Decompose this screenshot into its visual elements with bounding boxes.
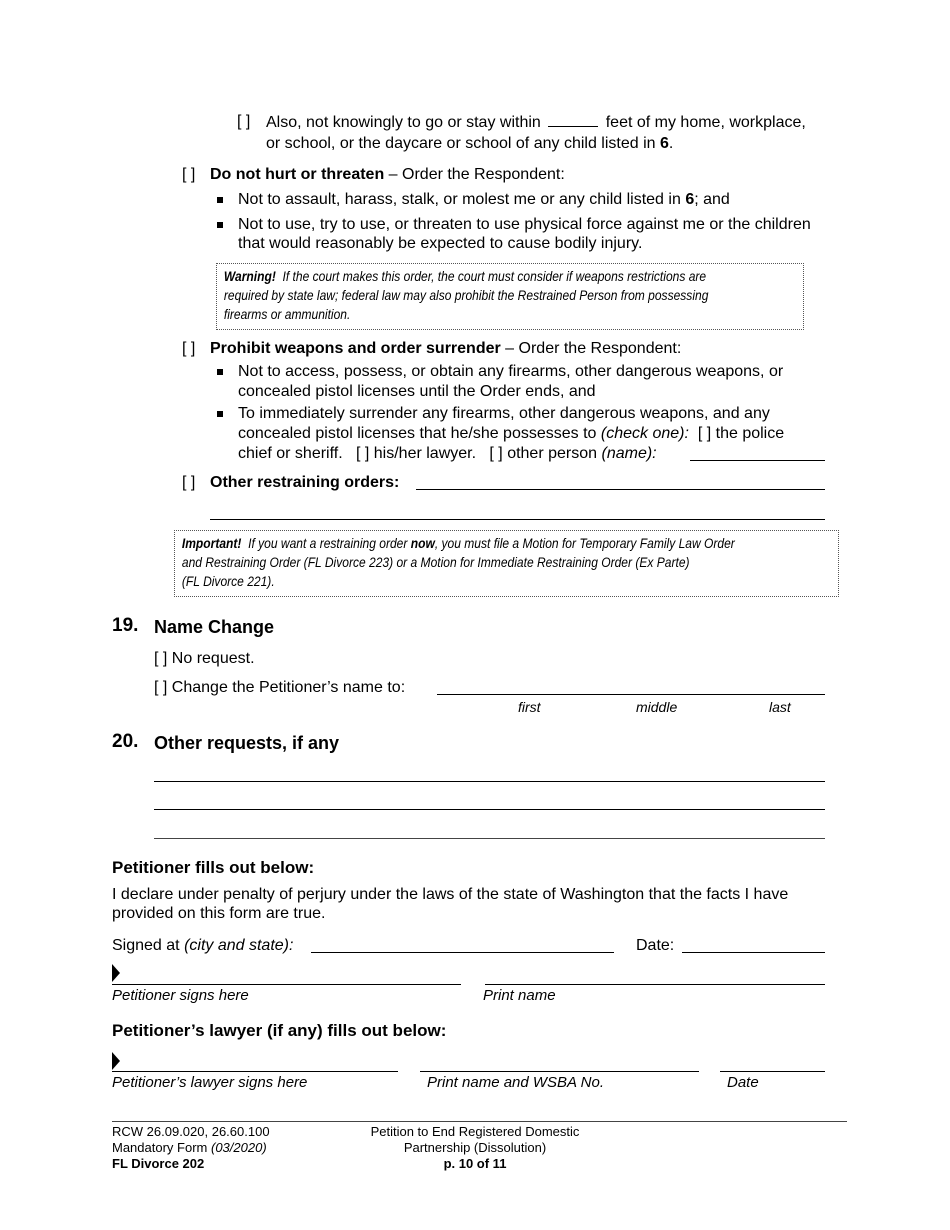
weapons-item-1-line1: Not to access, possess, or obtain any firearms, other dangerous weapons, or	[238, 363, 784, 380]
other-requests-line-2[interactable]	[154, 809, 825, 810]
sign-here-arrow-icon	[112, 964, 120, 982]
hurt-suffix: – Order the Respondent:	[388, 166, 565, 183]
lawyer-sign-here-arrow-icon	[112, 1052, 120, 1070]
weapons-item-2-line2	[238, 424, 784, 444]
other-orders-field-2[interactable]	[210, 519, 825, 520]
caption-first: first	[518, 699, 541, 715]
stay-away-line2	[266, 134, 673, 154]
caption-middle: middle	[636, 699, 678, 715]
hurt-bullet-2	[217, 222, 223, 228]
weapons-opt3-name: (name):	[601, 445, 657, 462]
hurt-item-2-line2: that would reasonably be expected to cause bodily injury.	[238, 235, 643, 252]
weapons-heading	[210, 339, 681, 359]
lawyer-signs-caption: Petitioner’s lawyer signs here	[112, 1074, 308, 1091]
weapons-checkbox[interactable]: [ ]	[182, 340, 196, 357]
footer-mandatory-date: (03/2020)	[211, 1140, 267, 1155]
footer-title-2: Partnership (Dissolution)	[403, 1140, 547, 1155]
important-line-3: (FL Divorce 221).	[181, 573, 275, 589]
weapons-opt1-checkbox[interactable]: [ ]	[697, 425, 712, 442]
footer-mandatory	[112, 1140, 267, 1156]
weapons-opt2-label: his/her lawyer.	[373, 445, 477, 462]
declaration-line-2: provided on this form are true.	[112, 905, 326, 922]
important-now: now	[410, 535, 435, 551]
weapons-item-2-line3	[238, 444, 657, 464]
petitioner-signs-caption: Petitioner signs here	[112, 987, 249, 1004]
lawyer-date-field[interactable]	[720, 1071, 825, 1072]
date-field[interactable]	[682, 952, 825, 953]
footer-form-id: FL Divorce 202	[112, 1156, 205, 1171]
name-change-no-request	[154, 649, 255, 669]
stay-away-checkbox[interactable]: [ ]	[237, 113, 251, 130]
hurt-checkbox[interactable]: [ ]	[182, 166, 196, 183]
hurt-item-1	[238, 190, 730, 210]
other-orders-title: Other restraining orders:	[210, 474, 400, 491]
lawyer-date-caption: Date	[727, 1074, 759, 1091]
lawyer-print-name-field[interactable]	[420, 1071, 699, 1072]
weapons-item-2-text: concealed pistol licenses that he/she possesses to	[238, 425, 597, 442]
new-name-field[interactable]	[437, 694, 825, 695]
weapons-item-2-line1: To immediately surrender any firearms, other dangerous weapons, and any	[238, 405, 770, 422]
stay-away-text-after: feet of my home, workplace,	[605, 114, 806, 131]
lawyer-print-caption: Print name and WSBA No.	[427, 1074, 605, 1091]
declaration-line-1: I declare under penalty of perjury under the laws of the state of Washington that the facts I have	[112, 886, 789, 903]
no-request-label: No request.	[171, 650, 255, 667]
stay-away-feet-field[interactable]	[548, 112, 598, 127]
footer-title-1: Petition to End Registered Domestic	[370, 1124, 580, 1139]
weapons-bullet-2	[217, 411, 223, 417]
warning-text-1: If the court makes this order, the court must consider if weapons restrictions are	[282, 268, 707, 284]
stay-away-line1	[266, 112, 806, 133]
weapons-opt3-label: other person	[507, 445, 598, 462]
warning-line-3: firearms or ammunition.	[223, 306, 351, 322]
petitioner-heading: Petitioner fills out below:	[112, 858, 315, 877]
warning-box	[216, 263, 804, 330]
weapons-item-1-line2: concealed pistol licenses until the Order ends, and	[238, 383, 596, 400]
weapons-check-one: (check one):	[600, 425, 689, 442]
weapons-bullet-1	[217, 369, 223, 375]
hurt-bullet-1	[217, 197, 223, 203]
stay-away-line2-text: or school, or the daycare or school of any child listed in	[266, 135, 656, 152]
city-state-text: (city and state):	[184, 937, 294, 954]
section-19-title: Name Change	[154, 617, 275, 637]
name-change-change	[154, 678, 405, 698]
petitioner-print-name-field[interactable]	[485, 984, 825, 985]
lawyer-signature-field[interactable]	[112, 1071, 398, 1072]
petitioner-signature-field[interactable]	[112, 984, 461, 985]
petitioner-print-caption: Print name	[483, 987, 556, 1004]
other-requests-line-3[interactable]	[154, 838, 825, 839]
hurt-item-1-ref: 6	[685, 191, 695, 208]
change-name-label: Change the Petitioner’s name to:	[171, 679, 406, 696]
footer-page: p. 10 of 11	[443, 1156, 507, 1171]
city-state-field[interactable]	[311, 952, 614, 953]
other-orders-checkbox[interactable]: [ ]	[182, 474, 196, 491]
important-line-2: and Restraining Order (FL Divorce 223) or a Motion for Immediate Restraining Order (Ex Parte)	[181, 554, 690, 570]
warning-line-2: required by state law; federal law may also prohibit the Restrained Person from possessing	[223, 287, 709, 303]
other-orders-field-1[interactable]	[416, 489, 825, 490]
section-20-title: Other requests, if any	[154, 733, 340, 753]
weapons-suffix: – Order the Respondent:	[505, 340, 682, 357]
change-name-checkbox[interactable]: [ ]	[154, 679, 168, 696]
weapons-title: Prohibit weapons and order surrender	[210, 340, 501, 357]
hurt-item-1-after: ; and	[694, 191, 730, 208]
hurt-item-1-text: Not to assault, harass, stalk, or molest me or any child listed in	[238, 191, 681, 208]
footer-mandatory-text: Mandatory Form	[112, 1140, 208, 1155]
stay-away-ref: 6	[660, 135, 669, 152]
footer-rule	[112, 1121, 847, 1122]
lawyer-heading: Petitioner’s lawyer (if any) fills out below:	[112, 1021, 447, 1040]
stay-away-period: .	[668, 135, 674, 152]
footer-rcw: RCW 26.09.020, 26.60.100	[112, 1124, 270, 1139]
important-line-1	[182, 534, 836, 553]
signed-at-label	[112, 936, 293, 956]
section-19-number: 19.	[112, 615, 139, 636]
weapons-opt1-label: the police	[715, 425, 785, 442]
weapons-opt3-checkbox[interactable]: [ ]	[489, 445, 503, 462]
hurt-title: Do not hurt or threaten	[210, 166, 385, 183]
important-label: Important!	[181, 535, 242, 551]
warning-line-1	[224, 267, 792, 286]
hurt-item-2-line1: Not to use, try to use, or threaten to use physical force against me or the children	[238, 216, 811, 233]
date-label: Date:	[636, 937, 675, 954]
warning-label: Warning!	[223, 268, 276, 284]
weapons-other-person-field[interactable]	[690, 460, 825, 461]
stay-away-text-before: Also, not knowingly to go or stay within	[266, 114, 541, 131]
signed-at-text: Signed at	[112, 937, 180, 954]
important-text-1b: , you must file a Motion for Temporary Family Law Order	[434, 535, 735, 551]
caption-last: last	[769, 699, 791, 715]
important-text-1a: If you want a restraining order	[248, 535, 408, 551]
weapons-opt2-checkbox[interactable]: [ ]	[355, 445, 370, 462]
no-request-checkbox[interactable]: [ ]	[154, 650, 168, 667]
other-requests-line-1[interactable]	[154, 781, 825, 782]
weapons-line3-text: chief or sheriff.	[238, 445, 343, 462]
important-box	[174, 530, 839, 597]
section-20-number: 20.	[112, 731, 139, 752]
hurt-heading	[210, 165, 565, 185]
